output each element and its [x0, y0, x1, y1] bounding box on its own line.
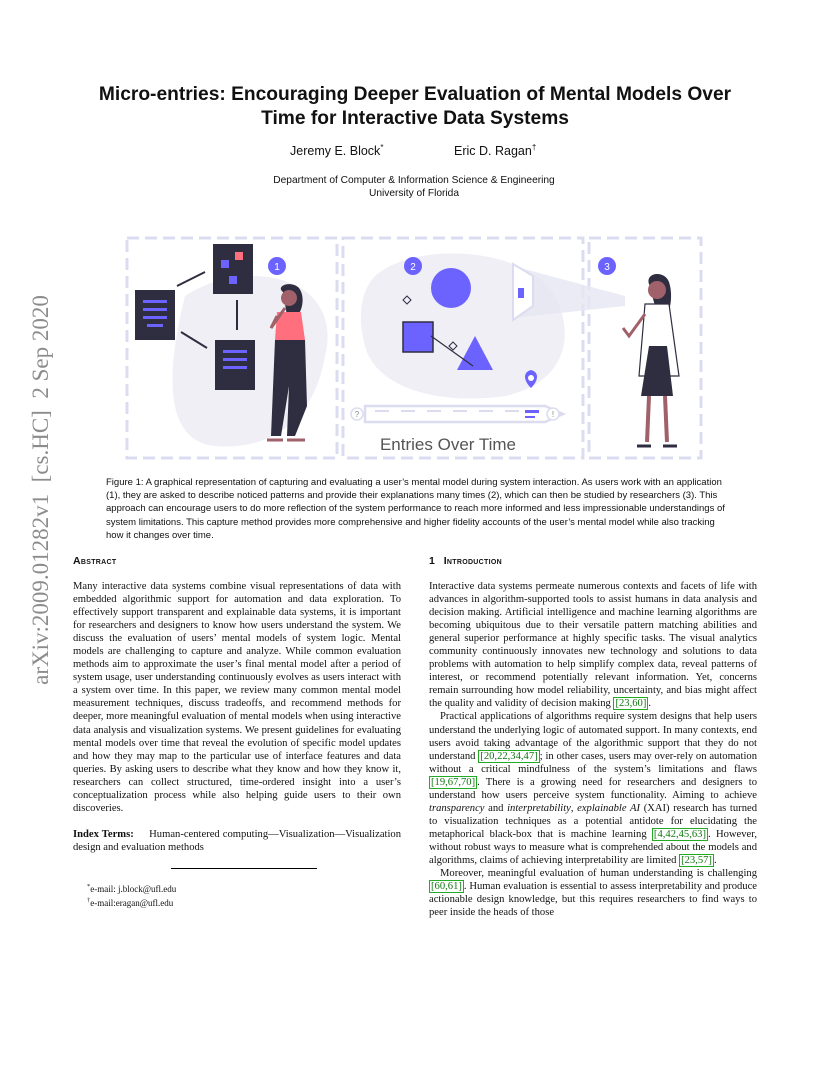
abstract-text: Many interactive data systems combine visual representations of data with embedded algorithmic support for automation and data exploration. To effectively support transparent and explainable data systems, it is important for researchers and designers to know how users understand the system. We discuss the evaluation of users’ mental models of system logic. Mental models are challenging to capture and analyze. While common evaluation methods aim to approximate the user’s final mental model after a period of system usage, user understanding continuously evolves as users interact with a system over time. In this paper, we review many common mental model measurement techniques, discuss tradeoffs, and recommend methods for deeper, more meaningful evaluation of mental models when using interactive data analysis and visualization systems. We present guidelines for evaluating mental models over time that reveal the evolution of specific model updates and how they may map to the particular use of interface features and data queries. By asking users to describe what they know and how they know it, researchers can collect structured, time-ordered insight into a user’s conceptualization process while also helping guide users to their own discoveries.: [73, 581, 401, 814]
entry-active-2: [525, 416, 535, 418]
introduction-number: 1: [429, 555, 436, 567]
author-1-name: Jeremy E. Block: [290, 144, 381, 159]
citation-link[interactable]: [60,61]: [431, 881, 462, 893]
person-3-researcher: [623, 274, 679, 446]
paper-title: Micro-entries: Encouraging Deeper Evaluation of Mental Models Over Time for Interactive Data Systems: [98, 84, 732, 129]
entry-2: [401, 410, 415, 412]
citation-link[interactable]: [19,67,70]: [431, 776, 476, 788]
panel-3-number: 3: [604, 262, 610, 273]
intro-paragraph-2: [429, 710, 757, 867]
left-column: [73, 555, 401, 909]
intro-p2-t5: ,: [570, 802, 578, 814]
footnote-1-mark: *: [87, 882, 91, 890]
screen-bottom-line-2: [223, 358, 247, 361]
citation-link[interactable]: [4,42,45,63]: [653, 828, 707, 840]
index-terms-label: Index Terms:: [73, 828, 134, 840]
screen-left-line-2: [143, 308, 167, 311]
person-1-head: [281, 290, 297, 306]
author-2: [454, 143, 536, 158]
intro-p2-t2: ; in other cases, users may over-rely on automation without a critical mindfulness of the system’s limitations and flaws: [429, 750, 757, 775]
entry-5: [479, 410, 493, 412]
intro-p2-em2: interpretability: [507, 802, 571, 814]
timeline-start-text: ?: [354, 410, 360, 419]
screen-left-line-4: [147, 324, 163, 327]
footnote-1: [87, 881, 401, 895]
screen-left-line-3: [143, 316, 167, 319]
footnote-rule: [171, 868, 317, 869]
intro-p2-t4: and: [484, 802, 508, 814]
person-3-arm: [623, 314, 645, 336]
screen-bottom-line-1: [223, 350, 247, 353]
person-3-head: [648, 281, 666, 299]
introduction-heading: [429, 555, 757, 568]
footnote-2-text: e-mail:eragan@ufl.edu: [90, 897, 174, 908]
teaser-figure: [125, 236, 703, 460]
intro-p2-em1: transparency: [429, 802, 485, 814]
right-column: [429, 555, 757, 919]
footnote-2: [87, 895, 401, 909]
screen-bottom: [215, 340, 255, 390]
intro-p3-t2: . Human evaluation is essential to assess interpretability and produce actionable design knowledge, but this requires researchers to find ways to peer inside the heads of those: [429, 881, 757, 919]
affiliation-university: University of Florida: [368, 188, 460, 199]
intro-p2-em3: explainable AI: [577, 802, 641, 814]
intro-p1-end: .: [648, 698, 652, 710]
index-terms-text: Human-centered computing—Visualization—Visualization design and evaluation methods: [73, 828, 402, 853]
person-1-pants: [271, 340, 307, 436]
intro-p2-t3: . There is a growing need for researchers and designers to understand how users perceive system functionality. Aiming to achieve: [429, 776, 757, 801]
arxiv-stamp-text: arXiv:2009.01282v1 [cs.HC] 2 Sep 2020: [28, 295, 53, 685]
intro-p3-t1: Moreover, meaningful evaluation of human understanding is challenging: [440, 868, 757, 880]
author-2-mark: †: [531, 143, 537, 152]
timeline: [351, 406, 563, 454]
author-1: [290, 143, 383, 158]
screen-bottom-line-3: [223, 366, 247, 369]
abstract-heading-text: Abstract: [73, 555, 117, 567]
screen-top-accent-3: [229, 276, 237, 284]
projection-square: [518, 288, 524, 298]
footnote-2-mark: †: [87, 896, 91, 904]
entry-3: [427, 410, 441, 412]
citation-link[interactable]: [23,57]: [681, 854, 712, 866]
panel-1-number: 1: [274, 262, 280, 273]
circle-shape: [431, 268, 471, 308]
intro-p2-t6: (XAI) research has turned to visualization techniques as a potential antidote for elucidating the metaphorical black-box that is machine learning: [429, 802, 757, 840]
screen-left: [135, 290, 175, 340]
footnote-1-text: e-mail: j.block@ufl.edu: [90, 883, 177, 894]
entry-4: [453, 410, 467, 412]
index-terms: [73, 828, 401, 854]
square-shape: [403, 322, 433, 352]
author-1-mark: *: [380, 143, 384, 152]
timeline-arrow: [365, 406, 563, 422]
intro-paragraph-3: [429, 867, 757, 919]
panel-2-number: 2: [410, 262, 416, 273]
intro-p1-text: Interactive data systems permeate numerous contexts and facets of life with advances in algorithm-supported tools to assist humans in data analysis and decision making. Artificial intelligence and machine learning algorithms are becoming ubiquitous due to their versatile pattern matching abilities and general superior performance at highly specific tasks. The visual analytics community continuously innovates new technology and solutions to data problems with automation to help simplify complex data, reveal patterns of interest, or recommend potentially relevant information. Yet, concerns remain surrounding how model reliability, uncertainty, and bias might affect the quality and validity of decision making: [429, 581, 757, 710]
intro-p2-t1: Practical applications of algorithms require system designs that help users understand the underlying logic of automated support. In many contexts, end users avoid taking advantage of the algorithmic support that they do not understand: [429, 711, 757, 762]
citation-link[interactable]: [20,22,34,47]: [480, 750, 538, 762]
figure-caption: Figure 1: A graphical representation of capturing and evaluating a user’s mental model during system interaction. As users work with an application (1), they are asked to describe noticed patterns and provide their explanations many times (2), which can then be studied by researchers (3). This approach can encourage users to do more reflection of the system performance to reach more informed and less impressionable understandings of system limitations. This capture method provides more comprehensive and higher fidelity accounts of the user’s mental model while also tracking how it changes over time.: [106, 477, 725, 541]
entry-6: [505, 410, 519, 412]
screen-top-accent-2: [235, 252, 243, 260]
entry-active: [525, 410, 539, 413]
affiliation-dept: Department of Computer & Information Science & Engineering: [273, 175, 555, 186]
intro-p2-t8: .: [713, 854, 717, 866]
abstract-heading: [73, 555, 401, 568]
connector-1: [177, 272, 205, 286]
arxiv-stamp: [20, 290, 60, 690]
author-2-name: Eric D. Ragan: [454, 144, 532, 159]
intro-p2-t7: . However, without robust ways to measure what is comprehended about the models and algorithms, claims of achieving interpretability are limited: [429, 828, 757, 866]
screen-left-line-1: [143, 300, 167, 303]
screen-top-accent-1: [221, 260, 229, 268]
screen-top: [213, 244, 253, 294]
introduction-heading-text: Introduction: [443, 555, 502, 567]
citation-link[interactable]: [23,60]: [615, 698, 647, 710]
entry-1: [375, 410, 389, 412]
timeline-label: Entries Over Time: [379, 435, 517, 454]
timeline-end-text: !: [551, 410, 555, 419]
person-3-legs: [647, 396, 667, 442]
intro-paragraph-1: [429, 580, 757, 710]
